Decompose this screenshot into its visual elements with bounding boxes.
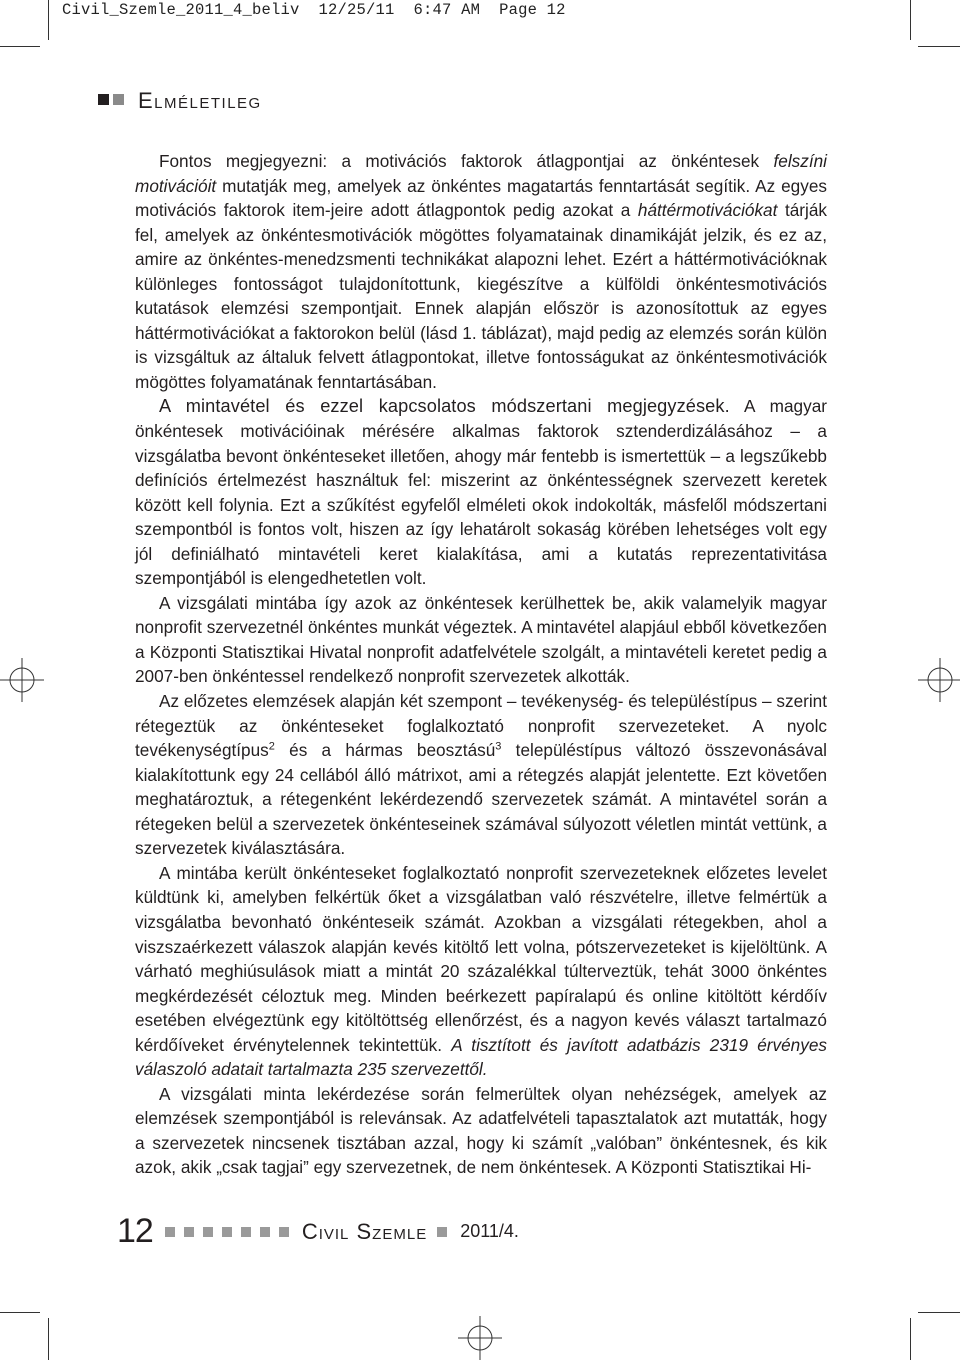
footnote-ref: 3	[495, 740, 502, 753]
page-footer	[117, 1212, 519, 1251]
paragraph: Fontos megjegyezni: a motivációs faktorok átlagpontjai az önkéntesek felszíni motivációit mutatják meg, amelyek az önkéntes magatartás fenntartását segítik. Az egyes motivációs faktorok item-jeire adott átlagpontok pedig azokat a háttérmotivációkat tárják fel, amelyek az önkéntesmotivációk mögöttes folyamatainak dinamikáját jelzik, és ez az, amire az önkéntes-menedzsmenti technikákat alapozni lehet. Ezért a háttérmotivációknak különleges fontosságot tulajdonítottunk, kiegészítve a külföldi önkéntesmotivációs kutatások elemzési szempontjait. Ennek alapján először is azonosítottuk az egyes háttérmotivációkat a faktorokon belül (lásd 1. táblázat), majd pedig az elemzés során külön is vizsgáltuk az általuk felvett átlagpontokat, illetve fontosságukat az önkéntesmotivációk mögöttes folyamatának fenntartásában.	[135, 151, 827, 392]
registration-mark-icon	[0, 658, 44, 702]
footer-square	[203, 1227, 213, 1237]
crop-mark	[910, 0, 911, 40]
subsection-heading: A mintavétel és ezzel kapcsolatos módszertani megjegyzések.	[159, 396, 730, 417]
footer-square	[184, 1227, 194, 1237]
paragraph: A vizsgálati minta lekérdezése során felmerültek olyan nehézségek, amelyek az elemzések szempontjából is relevánsak. Az adatfelvételi tapasztalatok azt mutatták, hogy a szervezetek nincsenek tisztában azzal, hogy ki számít „valóban” önkéntesnek, és kik azok, akik „csak tagjai” egy szervezetnek, de nem önkéntesek. A Központi Statisztikai Hi-	[135, 1083, 827, 1178]
crop-mark	[48, 0, 49, 40]
crop-mark	[0, 1312, 40, 1313]
footer-square	[222, 1227, 232, 1237]
crop-mark	[918, 46, 960, 47]
emphasis: háttérmotivációkat	[637, 200, 778, 221]
emphasis: felszíni motivációit	[135, 151, 827, 196]
registration-mark-icon	[918, 658, 960, 702]
footer-square	[260, 1227, 270, 1237]
issue-number: 2011/4.	[460, 1221, 519, 1241]
crop-mark	[910, 1318, 911, 1360]
paragraph: A mintába került önkénteseket foglalkoztató nonprofit szervezeteknek előzetes levelet küldtünk ki, amelyben felkértük őket a vizsgálatban való részvételre, illetve felmértük a vizsgálatba bevonható önkénteseik számát. Azokban a vizsgálati rétegekben, ahol a viszszaérkezett válaszok alapján kevés kitöltő lett volna, pótszervezeteket is kijelöltünk. A várható meghiúsulások miatt a mintát 20 százalékkal túlterveztük, tehát 3000 önkéntes megkérdezését céloztuk meg. Minden beérkezett papíralapú és online kitöltött kérdőív esetében elvégeztünk egy kitöltöttség ellenőrzést, és a nagyon kevés választ tartalmazó kérdőíveket érvénytelennek tekintettük. A tisztított és javított adatbázis 2319 érvényes válaszoló adatait tartalmazta 235 szervezettől.	[135, 862, 827, 1080]
printer-slug: Civil_Szemle_2011_4_beliv 12/25/11 6:47 AM Page 12	[62, 1, 566, 19]
paragraph: A vizsgálati mintába így azok az önkéntesek kerülhettek be, akik valamelyik magyar nonprofit szervezetnél önkéntes munkát végeztek. A mintavétel alapjául ebből következően a Központi Statisztikai Hivatal nonprofit adatfelvétele szolgált, a mintavételi keretet pedig a 2007-ben önkéntessel rendelkező nonprofit szervezetek alkották.	[135, 592, 827, 687]
crop-mark	[48, 1318, 49, 1360]
paragraph: Az előzetes elemzések alapján két szempont – tevékenység- és településtípus – szerint rétegeztük az önkénteseket foglalkoztató nonprofit szervezeteket. A nyolc tevékenységtípus$^2$ és a hármas beosztású$^3$ településtípus változó összevonásával kialakítottunk egy 24 cellából álló mátrixot, ami a rétegzés alapját jelentette. Ezt követően meghatároztuk, a rétegenként lekérdezendő szervezetek számát. A mintavétel során a rétegeken belül a szervezetek önkénteseinek számával súlyozott véletlen mintát vettünk, a szervezetek kiválasztására.	[135, 691, 828, 859]
footer-square	[437, 1227, 447, 1237]
article-body	[135, 149, 827, 1180]
paragraph: A mintavétel és ezzel kapcsolatos módszertani megjegyzések. A magyar önkéntesek motivációinak mérésére alkalmas faktorok sztenderdizálásához – a vizsgálatba bevont önkénteseket illetően, ahogy már fentebb is ismertettük – a legszűkebb definíciós értelmezést használtuk fel: miszerint az önkéntességnek szervezett keretek között kell folynia. Ezt a szűkítést egyfelől elméleti okok indokolták, másfelől módszertani szempontból is fontos volt, hiszen az így lehatárolt sokaság körében lehetséges volt egy jól definiálható mintavételi keret kialakítása, ami a kutatás reprezentativitása szempontjából is elengedhetetlen volt.	[135, 396, 827, 589]
page-number: 12	[117, 1212, 153, 1250]
section-title: Elméletileg	[138, 88, 262, 113]
footnote-ref: 2	[268, 740, 275, 753]
emphasis: A tisztított és javított adatbázis 2319 érvényes válaszoló adatait tartalmazta 235 szervezettől.	[135, 1034, 827, 1080]
footer-square	[241, 1227, 251, 1237]
registration-mark-icon	[458, 1316, 502, 1360]
journal-name: Civil Szemle	[301, 1218, 428, 1244]
section-heading	[98, 88, 262, 114]
footer-square	[165, 1227, 175, 1237]
heading-squares	[98, 92, 128, 110]
square-dark	[98, 94, 109, 105]
footer-square	[279, 1227, 289, 1237]
square-grey	[113, 94, 124, 105]
crop-mark	[0, 46, 40, 47]
crop-mark	[918, 1312, 960, 1313]
